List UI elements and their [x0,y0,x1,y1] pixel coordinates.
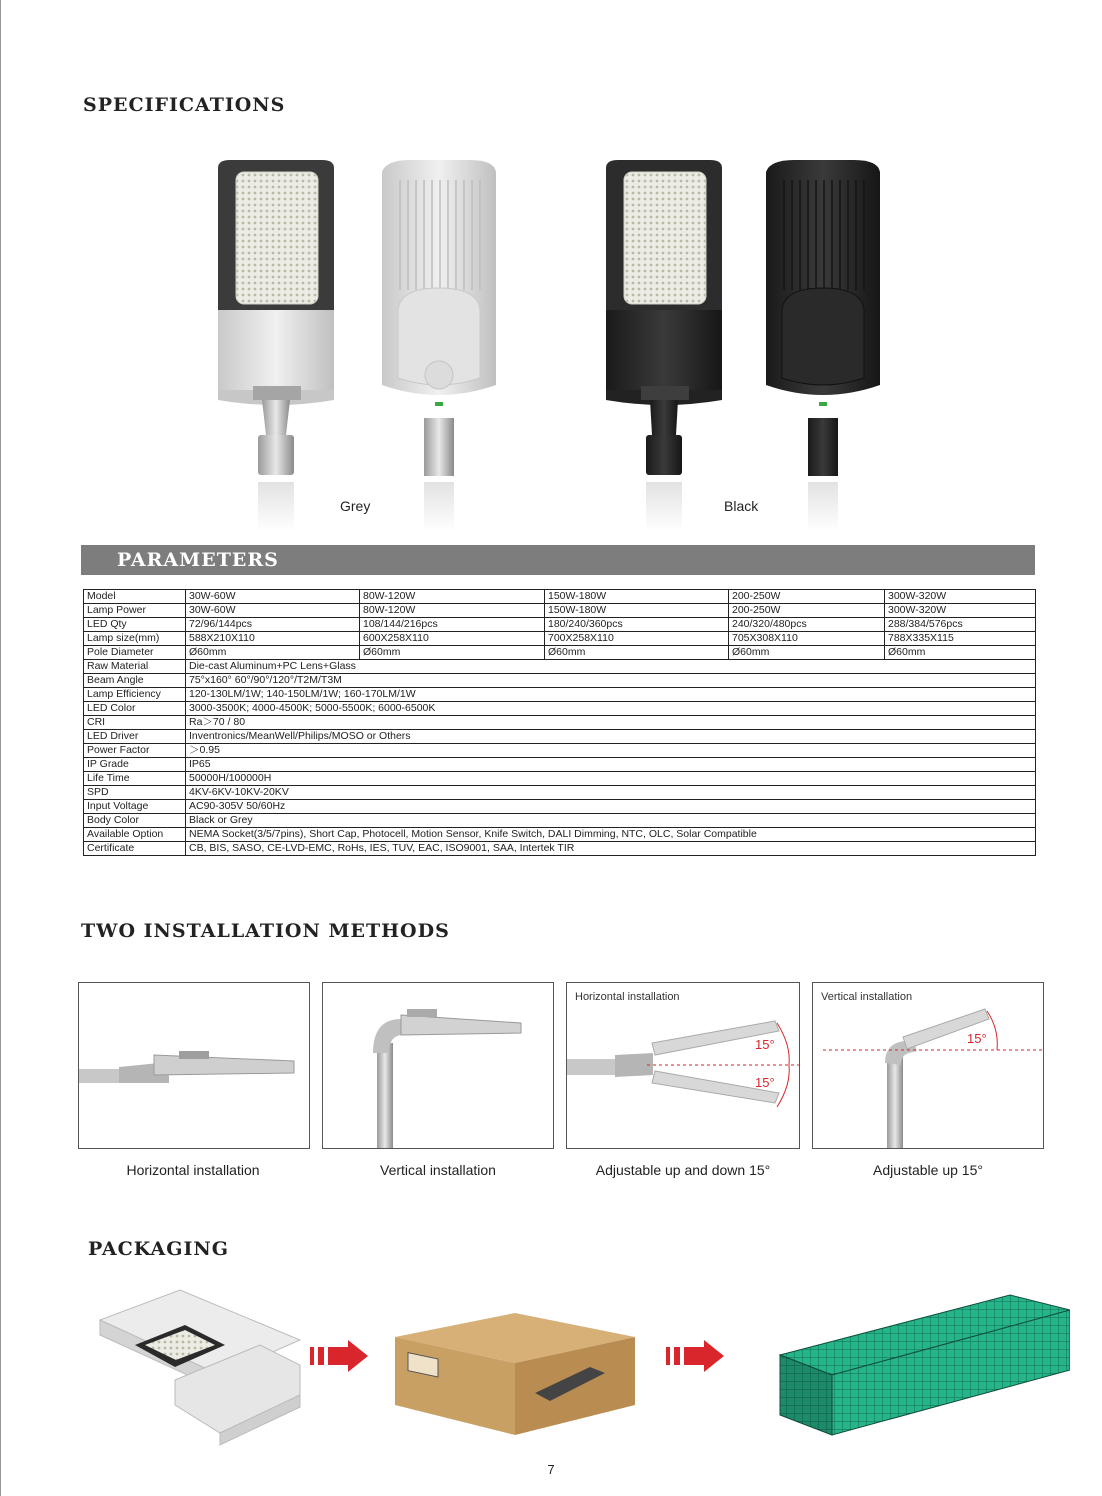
packaging-heading: PACKAGING [88,1238,229,1260]
black-lamp-back [766,160,880,532]
table-cell: 200-250W [729,590,885,604]
table-cell: 120-130LM/1W; 140-150LM/1W; 160-170LM/1W [186,688,1036,702]
table-cell: Inventronics/MeanWell/Philips/MOSO or Others [186,730,1036,744]
table-cell: ＞0.95 [186,744,1036,758]
table-cell: 300W-320W [885,590,1036,604]
inner-box [100,1290,300,1445]
grey-lamp-back [382,160,496,532]
table-cell: Ø60mm [885,646,1036,660]
table-row [84,786,1036,800]
table-row [84,604,1036,618]
black-lamp-front [606,160,722,532]
row-label: IP Grade [84,758,186,772]
table-row [84,814,1036,828]
table-cell: 288/384/576pcs [885,618,1036,632]
table-cell: 700X258X110 [545,632,729,646]
shipping-container [780,1295,1070,1435]
panel4-title: Vertical installation [821,991,913,1003]
table-cell: 300W-320W [885,604,1036,618]
angle-up-text: 15° [755,1037,775,1052]
install-panel-horizontal [78,982,310,1149]
table-cell: Ø60mm [186,646,360,660]
row-label: Power Factor [84,744,186,758]
angle-down-text: 15° [755,1075,775,1090]
specifications-heading: SPECIFICATIONS [83,94,286,116]
horizontal-install-illustration [79,983,309,1148]
table-row [84,646,1036,660]
installation-heading: TWO INSTALLATION METHODS [81,920,450,942]
row-label: Lamp size(mm) [84,632,186,646]
table-cell: 30W-60W [186,604,360,618]
row-label: Input Voltage [84,800,186,814]
table-cell: Ra＞70 / 80 [186,716,1036,730]
table-row [84,758,1036,772]
table-cell: 3000-3500K; 4000-4500K; 5000-5500K; 6000-6500K [186,702,1036,716]
table-cell: 80W-120W [360,590,545,604]
table-cell: 180/240/360pcs [545,618,729,632]
adjust-up-down-illustration [567,983,799,1148]
table-cell: 75°x160° 60°/90°/120°/T2M/T3M [186,674,1036,688]
grey-label: Grey [340,498,371,514]
row-label: Certificate [84,842,186,856]
row-label: Lamp Efficiency [84,688,186,702]
table-row [84,730,1036,744]
angle-up-only-text: 15° [967,1031,987,1046]
panel3-title: Horizontal installation [575,991,680,1003]
product-images [210,160,900,540]
row-label: SPD [84,786,186,800]
table-cell: Die-cast Aluminum+PC Lens+Glass [186,660,1036,674]
table-cell: Ø60mm [360,646,545,660]
adjust-up-illustration [813,983,1043,1148]
row-label: Raw Material [84,660,186,674]
table-cell: 4KV-6KV-10KV-20KV [186,786,1036,800]
row-label: Lamp Power [84,604,186,618]
row-label: CRI [84,716,186,730]
caption-vertical: Vertical installation [380,1162,496,1178]
packaging-illustration [90,1285,1070,1455]
table-row [84,842,1036,856]
parameters-table [83,589,1036,856]
table-cell: Ø60mm [545,646,729,660]
table-row [84,688,1036,702]
table-row [84,772,1036,786]
table-cell: AC90-305V 50/60Hz [186,800,1036,814]
caption-adjust-both: Adjustable up and down 15° [595,1162,771,1178]
table-cell: 600X258X110 [360,632,545,646]
table-cell: 788X335X115 [885,632,1036,646]
table-row [84,800,1036,814]
table-cell: 50000H/100000H [186,772,1036,786]
table-row [84,702,1036,716]
row-label: LED Color [84,702,186,716]
table-cell: Black or Grey [186,814,1036,828]
black-label: Black [724,498,759,514]
table-cell: 108/144/216pcs [360,618,545,632]
row-label: Body Color [84,814,186,828]
row-label: Life Time [84,772,186,786]
row-label: LED Driver [84,730,186,744]
install-panel-adjust-both [566,982,800,1149]
page-number: 7 [547,1462,555,1477]
row-label: Model [84,590,186,604]
table-cell: 705X308X110 [729,632,885,646]
page-edge-line [0,0,1,1496]
table-row [84,618,1036,632]
row-label: Available Option [84,828,186,842]
table-cell: Ø60mm [729,646,885,660]
grey-lamp-front [218,160,334,532]
table-cell: NEMA Socket(3/5/7pins), Short Cap, Photocell, Motion Sensor, Knife Switch, DALI Dimming, NTC, OLC, Solar Compatible [186,828,1036,842]
table-row [84,744,1036,758]
arrow-icon [310,1340,368,1372]
table-cell: 150W-180W [545,590,729,604]
carton-box [395,1313,635,1435]
table-cell: IP65 [186,758,1036,772]
row-label: Pole Diameter [84,646,186,660]
table-cell: CB, BIS, SASO, CE-LVD-EMC, RoHs, IES, TUV, EAC, ISO9001, SAA, Intertek TIR [186,842,1036,856]
caption-adjust-up: Adjustable up 15° [873,1162,983,1178]
table-row [84,660,1036,674]
parameters-bar [81,545,1035,575]
caption-horizontal: Horizontal installation [126,1162,260,1178]
row-label: LED Qty [84,618,186,632]
table-cell: 200-250W [729,604,885,618]
table-row [84,828,1036,842]
table-cell: 30W-60W [186,590,360,604]
table-row [84,632,1036,646]
table-row [84,590,1036,604]
vertical-install-illustration [323,983,553,1148]
table-cell: 240/320/480pcs [729,618,885,632]
install-panel-adjust-up [812,982,1044,1149]
table-cell: 150W-180W [545,604,729,618]
table-cell: 588X210X110 [186,632,360,646]
parameters-heading: PARAMETERS [117,549,279,571]
table-cell: 72/96/144pcs [186,618,360,632]
install-panel-vertical [322,982,554,1149]
table-row [84,674,1036,688]
arrow-icon [666,1340,724,1372]
row-label: Beam Angle [84,674,186,688]
table-row [84,716,1036,730]
table-cell: 80W-120W [360,604,545,618]
